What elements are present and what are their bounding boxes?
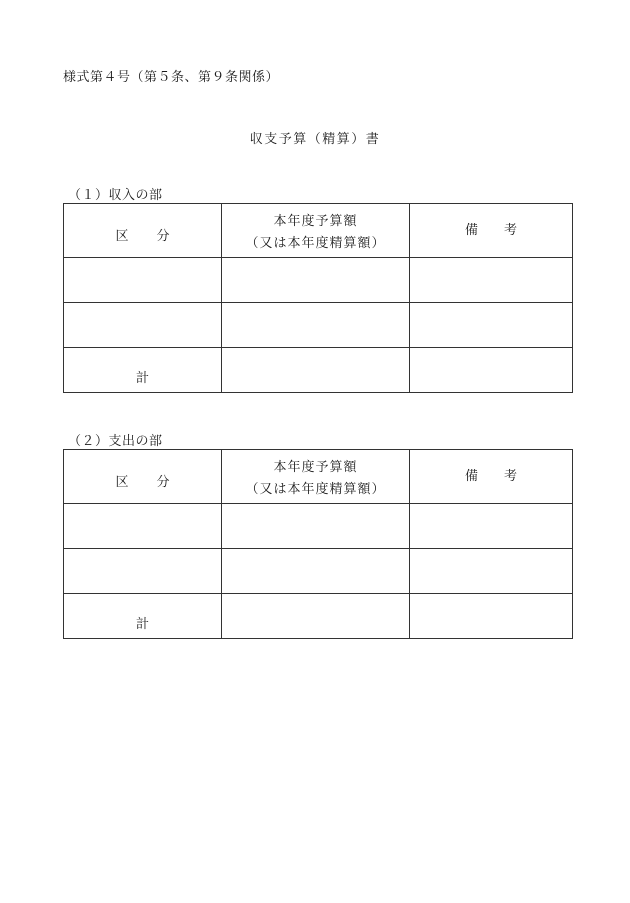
total-label-cell: 計 [64,594,222,639]
amount-header-label: 本年度予算額 [273,459,358,475]
income-table [63,203,573,393]
category-cell[interactable] [64,504,222,549]
category-header: 区分 [64,204,222,258]
category-cell[interactable] [64,549,222,594]
income-header-row [64,204,573,258]
form-number: 様式第４号（第５条、第９条関係） [63,70,280,85]
total-row [64,348,573,393]
expenditure-table [63,449,573,639]
remarks-cell[interactable] [410,504,573,549]
category-header: 区分 [64,450,222,504]
table-row [64,504,573,549]
category-cell[interactable] [64,258,222,303]
amount-header [222,204,410,258]
expenditure-section-heading: （２）支出の部 [68,434,163,449]
remarks-cell[interactable] [410,303,573,348]
expenditure-header-row [64,450,573,504]
remarks-header: 備考 [410,450,573,504]
amount-cell[interactable] [222,258,410,303]
remarks-cell[interactable] [410,549,573,594]
table-row [64,258,573,303]
remarks-header: 備考 [410,204,573,258]
total-remarks-cell[interactable] [410,348,573,393]
amount-header-sublabel: （又は本年度精算額） [245,481,386,497]
total-label-cell: 計 [64,348,222,393]
total-amount-cell[interactable] [222,348,410,393]
amount-header-label: 本年度予算額 [273,213,358,229]
amount-cell[interactable] [222,549,410,594]
amount-cell[interactable] [222,303,410,348]
total-remarks-cell[interactable] [410,594,573,639]
total-row [64,594,573,639]
table-row [64,303,573,348]
amount-cell[interactable] [222,504,410,549]
income-section-heading: （１）収入の部 [68,188,163,203]
remarks-cell[interactable] [410,258,573,303]
total-amount-cell[interactable] [222,594,410,639]
category-cell[interactable] [64,303,222,348]
amount-header-sublabel: （又は本年度精算額） [245,235,386,251]
amount-header [222,450,410,504]
table-row [64,549,573,594]
document-title: 収支予算（精算）書 [249,132,381,147]
